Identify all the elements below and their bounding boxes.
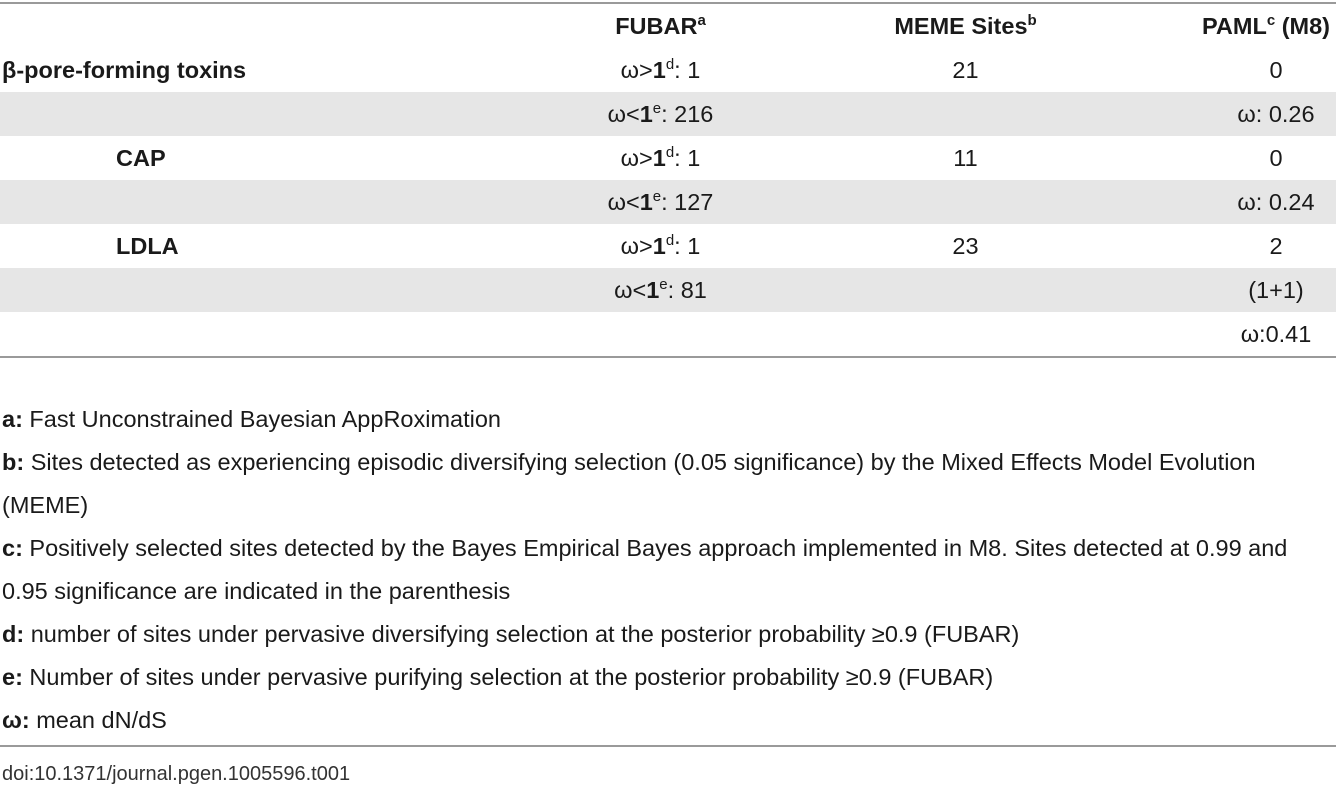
paml-sites: 0 bbox=[1269, 57, 1283, 83]
footnote: ω: mean dN/dS bbox=[2, 707, 167, 733]
table-row bbox=[0, 180, 1336, 224]
paml-omega: ω: 0.26 bbox=[1118, 92, 1336, 136]
meme-sites: 21 bbox=[952, 57, 979, 83]
paml-sites: 2 bbox=[1269, 233, 1283, 259]
table-row bbox=[0, 224, 1336, 268]
table-row bbox=[0, 92, 1336, 136]
footnote: e: Number of sites under pervasive purifying selection at the posterior probability ≥0.9 (FUBAR) bbox=[2, 664, 994, 690]
row-label: CAP bbox=[116, 145, 166, 171]
fubar-positive: $\omega>1^d$: 1 bbox=[620, 56, 701, 83]
table-footnotes bbox=[2, 398, 1332, 742]
fubar-negative: $\omega<1^e$: 216 bbox=[508, 92, 813, 136]
footnote: a: Fast Unconstrained Bayesian AppRoximation bbox=[2, 406, 501, 432]
footnote: c: Positively selected sites detected by the Bayes Empirical Bayes approach implemented in M8. Sites detected at 0.99 and 0.95 significance are indicated in the parenthesis bbox=[2, 535, 1288, 604]
doi-link[interactable]: doi:10.1371/journal.pgen.1005596.t001 bbox=[2, 763, 351, 785]
table-row bbox=[0, 268, 1336, 312]
fubar-positive: $\omega>1^d$: 1 bbox=[620, 144, 701, 171]
footnote: d: number of sites under pervasive diversifying selection at the posterior probability ≥0.9 (FUBAR) bbox=[2, 621, 1020, 647]
row-label: LDLA bbox=[116, 233, 179, 259]
fubar-positive: $\omega>1^d$: 1 bbox=[620, 232, 701, 259]
table-row bbox=[0, 48, 1336, 92]
table-row bbox=[0, 136, 1336, 180]
table-row bbox=[0, 312, 1336, 357]
selection-table bbox=[0, 2, 1336, 358]
meme-sites: 23 bbox=[952, 233, 979, 259]
divider bbox=[0, 745, 1336, 747]
header-meme: MEME Sites$^b$ bbox=[894, 12, 1037, 39]
paml-omega: ω:0.41 bbox=[1240, 321, 1312, 347]
meme-sites: 11 bbox=[953, 145, 978, 171]
footnote: b: Sites detected as experiencing episodic diversifying selection (0.05 significance) by the Mixed Effects Model Evolution (MEME) bbox=[2, 449, 1256, 518]
header-row bbox=[0, 3, 1336, 48]
fubar-negative: $\omega<1^e$: 127 bbox=[508, 180, 813, 224]
header-empty bbox=[0, 3, 508, 48]
header-fubar: FUBAR$^a$ bbox=[615, 12, 706, 39]
paml-omega: ω: 0.24 bbox=[1118, 180, 1336, 224]
row-label: β-pore-forming toxins bbox=[2, 57, 247, 83]
paml-paren: (1+1) bbox=[1118, 268, 1336, 312]
fubar-negative: $\omega<1^e$: 81 bbox=[508, 268, 813, 312]
paml-sites: 0 bbox=[1269, 145, 1283, 171]
header-paml: PAML$^c$ (M8) bbox=[1201, 12, 1330, 39]
